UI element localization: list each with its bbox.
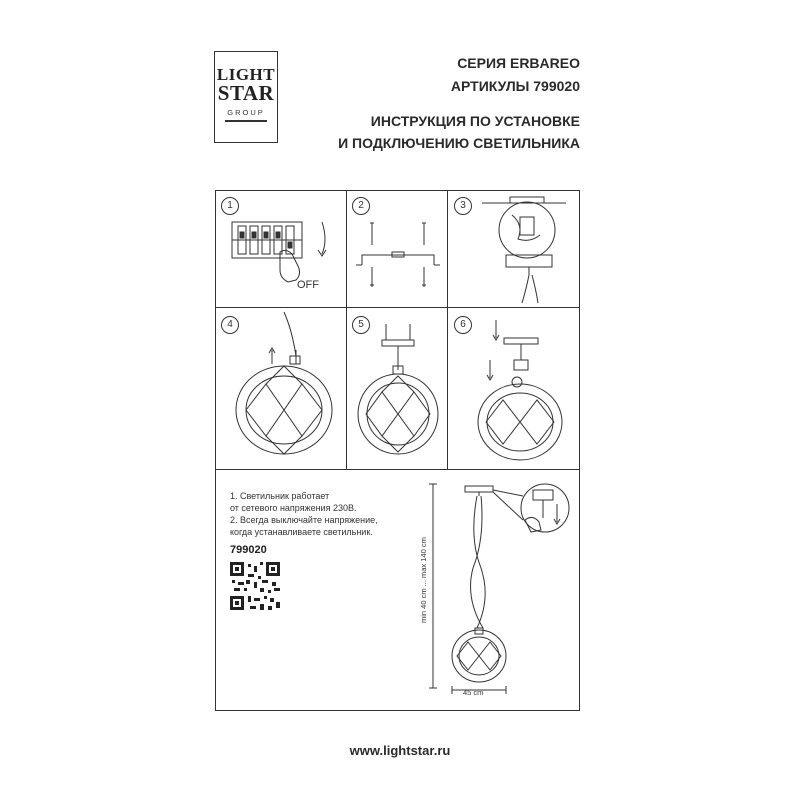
note-line-2: от сетевого напряжения 230В. [230,503,357,513]
frame-bottom [215,710,580,711]
logo-line2: STAR [217,81,275,105]
frame-left [215,190,216,710]
instruction-title-line2: И ПОДКЛЮЧЕНИЮ СВЕТИЛЬНИКА [338,135,580,151]
article-code: 799020 [230,544,267,556]
logo-line1: LIGHT [216,65,276,84]
light-star-logo [214,51,278,143]
off-label: OFF [297,279,319,291]
frame-top [215,190,580,191]
step3-wiring-illustration [462,195,578,305]
instruction-title-line1: ИНСТРУКЦИЯ ПО УСТАНОВКЕ [370,113,580,129]
logo-line3: GROUP [227,108,265,117]
step-number-6: 6 [454,316,472,334]
frame-row-divider-1 [215,307,580,308]
note-line-1: 1. Светильник работает [230,491,330,501]
dimension-drawing [425,478,575,703]
step6-pendant-illustration [462,310,578,465]
step4-pendant-illustration [222,310,342,465]
website-link[interactable]: www.lightstar.ru [349,743,451,758]
hand-icon [280,250,300,282]
step1-breaker-illustration [222,212,342,302]
step-number-3: 3 [454,197,472,215]
note-line-4: когда устанавливаете светильник. [230,527,373,537]
width-dimension-label: 45 cm [463,688,484,697]
step-number-1: 1 [221,197,239,215]
step5-pendant-illustration [352,310,444,465]
frame-right [579,190,580,710]
step-number-5: 5 [352,316,370,334]
articles-title: АРТИКУЛЫ 799020 [450,78,580,94]
height-dimension-label: min 40 cm ... max 140 cm [419,537,428,623]
series-title: СЕРИЯ ERBAREO [457,55,580,71]
qr-code-icon [230,562,280,610]
frame-row-divider-2 [215,469,580,470]
frame-col-divider-2 [447,190,448,469]
logo-divider [225,120,267,122]
step-number-2: 2 [352,197,370,215]
step2-bracket-illustration [352,215,442,300]
step-number-4: 4 [221,316,239,334]
frame-col-divider-1 [346,190,347,469]
note-line-3: 2. Всегда выключайте напряжение, [230,515,378,525]
